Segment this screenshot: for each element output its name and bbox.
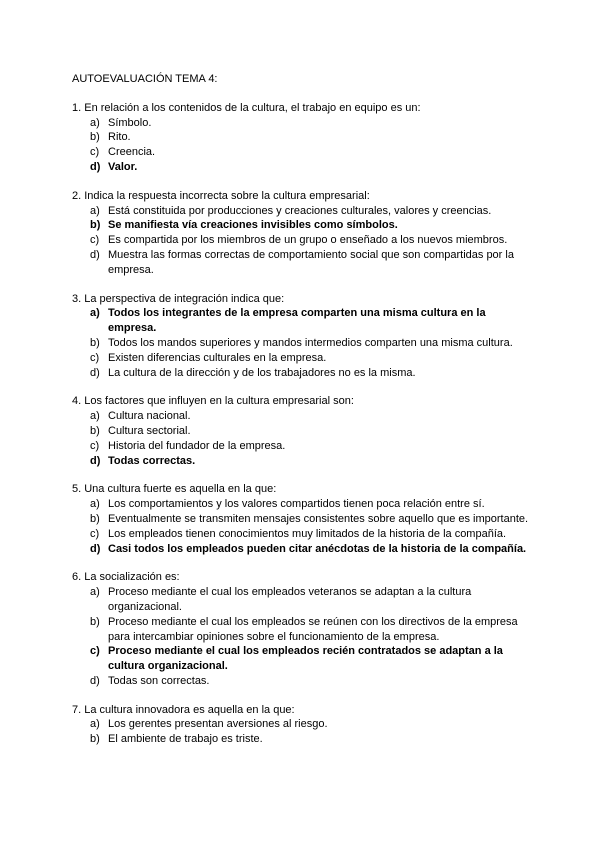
answer-options bbox=[72, 306, 532, 380]
answer-option bbox=[72, 351, 532, 366]
question-text: 7. La cultura innovadora es aquella en la que: bbox=[72, 703, 295, 716]
answer-option bbox=[72, 585, 532, 615]
option-letter: d) bbox=[90, 674, 100, 687]
answer-option bbox=[72, 615, 532, 645]
option-text: Proceso mediante el cual los empleados veteranos se adaptan a la cultura organizacional. bbox=[108, 586, 472, 613]
option-letter: a) bbox=[90, 410, 100, 423]
answer-option-correct bbox=[72, 454, 532, 469]
answer-option bbox=[72, 512, 532, 527]
option-text: Eventualmente se transmiten mensajes consistentes sobre aquello que es importante. bbox=[108, 512, 529, 525]
answer-option bbox=[72, 204, 532, 219]
option-letter: a) bbox=[90, 116, 100, 129]
option-text: Se manifiesta vía creaciones invisibles como símbolos. bbox=[108, 219, 398, 232]
answer-option bbox=[72, 409, 532, 424]
option-text: Está constituida por producciones y creaciones culturales, valores y creencias. bbox=[108, 204, 492, 217]
option-letter: d) bbox=[90, 160, 101, 173]
question-text: 3. La perspectiva de integración indica que: bbox=[72, 292, 285, 305]
answer-option bbox=[72, 732, 532, 747]
option-text: Existen diferencias culturales en la empresa. bbox=[108, 351, 327, 364]
option-letter: c) bbox=[90, 146, 100, 159]
question-text: 2. Indica la respuesta incorrecta sobre la cultura empresarial: bbox=[72, 189, 370, 202]
page-title: AUTOEVALUACIÓN TEMA 4: bbox=[72, 73, 218, 85]
answer-option bbox=[72, 336, 532, 351]
option-letter: c) bbox=[90, 439, 100, 452]
option-text: Cultura sectorial. bbox=[108, 424, 191, 437]
option-text: Valor. bbox=[108, 160, 138, 173]
answer-option-correct bbox=[72, 160, 532, 175]
option-letter: b) bbox=[90, 336, 100, 349]
answer-option bbox=[72, 527, 532, 542]
answer-option-correct bbox=[72, 218, 532, 233]
option-text: Creencia. bbox=[108, 146, 156, 159]
option-letter: b) bbox=[90, 424, 100, 437]
question-2 bbox=[72, 189, 532, 278]
question-6 bbox=[72, 570, 532, 688]
answer-option bbox=[72, 248, 532, 278]
answer-options bbox=[72, 717, 532, 747]
answer-option bbox=[72, 116, 532, 131]
option-text: Todos los integrantes de la empresa comparten una misma cultura en la empresa. bbox=[108, 307, 486, 335]
question-text: 1. En relación a los contenidos de la cultura, el trabajo en equipo es un: bbox=[72, 101, 421, 114]
question-7 bbox=[72, 703, 532, 747]
answer-option-correct bbox=[72, 644, 532, 674]
answer-option bbox=[72, 439, 532, 454]
option-text: El ambiente de trabajo es triste. bbox=[108, 733, 263, 746]
answer-option bbox=[72, 233, 532, 248]
option-letter: c) bbox=[90, 527, 100, 540]
answer-options bbox=[72, 497, 532, 556]
answer-option bbox=[72, 130, 532, 145]
option-letter: b) bbox=[90, 219, 101, 232]
option-letter: d) bbox=[90, 454, 101, 467]
option-letter: d) bbox=[90, 542, 101, 555]
option-letter: a) bbox=[90, 204, 100, 217]
answer-option bbox=[72, 145, 532, 160]
option-text: Todas son correctas. bbox=[108, 674, 210, 687]
option-text: Muestra las formas correctas de comportamiento social que son compartidas por la empresa. bbox=[108, 248, 514, 276]
document-page bbox=[72, 72, 532, 761]
option-letter: b) bbox=[90, 615, 100, 628]
option-text: Proceso mediante el cual los empleados se reúnen con los directivos de la empresa para intercambiar opiniones sobre el funcionamiento de la empresa. bbox=[108, 615, 518, 643]
option-text: Símbolo. bbox=[108, 116, 152, 129]
option-letter: d) bbox=[90, 366, 100, 379]
option-letter: a) bbox=[90, 586, 100, 599]
option-letter: c) bbox=[90, 234, 100, 247]
question-1 bbox=[72, 101, 532, 175]
answer-options bbox=[72, 585, 532, 689]
answer-option bbox=[72, 674, 532, 689]
question-text: 4. Los factores que influyen en la cultura empresarial son: bbox=[72, 395, 354, 408]
option-text: Los empleados tienen conocimientos muy limitados de la historia de la compañía. bbox=[108, 527, 507, 540]
option-text: Los comportamientos y los valores compartidos tienen poca relación entre sí. bbox=[108, 498, 485, 511]
answer-option-correct bbox=[72, 542, 532, 557]
option-text: Historia del fundador de la empresa. bbox=[108, 439, 286, 452]
option-letter: a) bbox=[90, 307, 100, 320]
option-text: Cultura nacional. bbox=[108, 410, 191, 423]
option-text: Rito. bbox=[108, 131, 131, 144]
option-letter: c) bbox=[90, 645, 100, 658]
answer-options bbox=[72, 409, 532, 468]
question-text: 6. La socialización es: bbox=[72, 571, 180, 584]
question-5 bbox=[72, 482, 532, 556]
answer-options bbox=[72, 204, 532, 278]
option-letter: a) bbox=[90, 498, 100, 511]
question-text: 5. Una cultura fuerte es aquella en la que: bbox=[72, 483, 277, 496]
option-text: Los gerentes presentan aversiones al riesgo. bbox=[108, 718, 328, 731]
answer-options bbox=[72, 116, 532, 175]
question-list bbox=[72, 101, 532, 747]
question-4 bbox=[72, 394, 532, 468]
option-letter: b) bbox=[90, 131, 100, 144]
answer-option bbox=[72, 366, 532, 381]
option-text: Casi todos los empleados pueden citar anécdotas de la historia de la compañía. bbox=[108, 542, 527, 555]
option-text: Todas correctas. bbox=[108, 454, 196, 467]
option-letter: d) bbox=[90, 248, 100, 261]
option-text: Proceso mediante el cual los empleados recién contratados se adaptan a la cultura organizacional. bbox=[108, 645, 503, 673]
answer-option bbox=[72, 424, 532, 439]
answer-option bbox=[72, 497, 532, 512]
option-letter: b) bbox=[90, 512, 100, 525]
option-text: Es compartida por los miembros de un grupo o enseñado a los nuevos miembros. bbox=[108, 234, 508, 247]
question-3 bbox=[72, 292, 532, 381]
answer-option bbox=[72, 717, 532, 732]
option-text: La cultura de la dirección y de los trabajadores no es la misma. bbox=[108, 366, 416, 379]
option-letter: c) bbox=[90, 351, 100, 364]
option-text: Todos los mandos superiores y mandos intermedios comparten una misma cultura. bbox=[108, 336, 513, 349]
option-letter: b) bbox=[90, 733, 100, 746]
answer-option-correct bbox=[72, 306, 532, 336]
option-letter: a) bbox=[90, 718, 100, 731]
